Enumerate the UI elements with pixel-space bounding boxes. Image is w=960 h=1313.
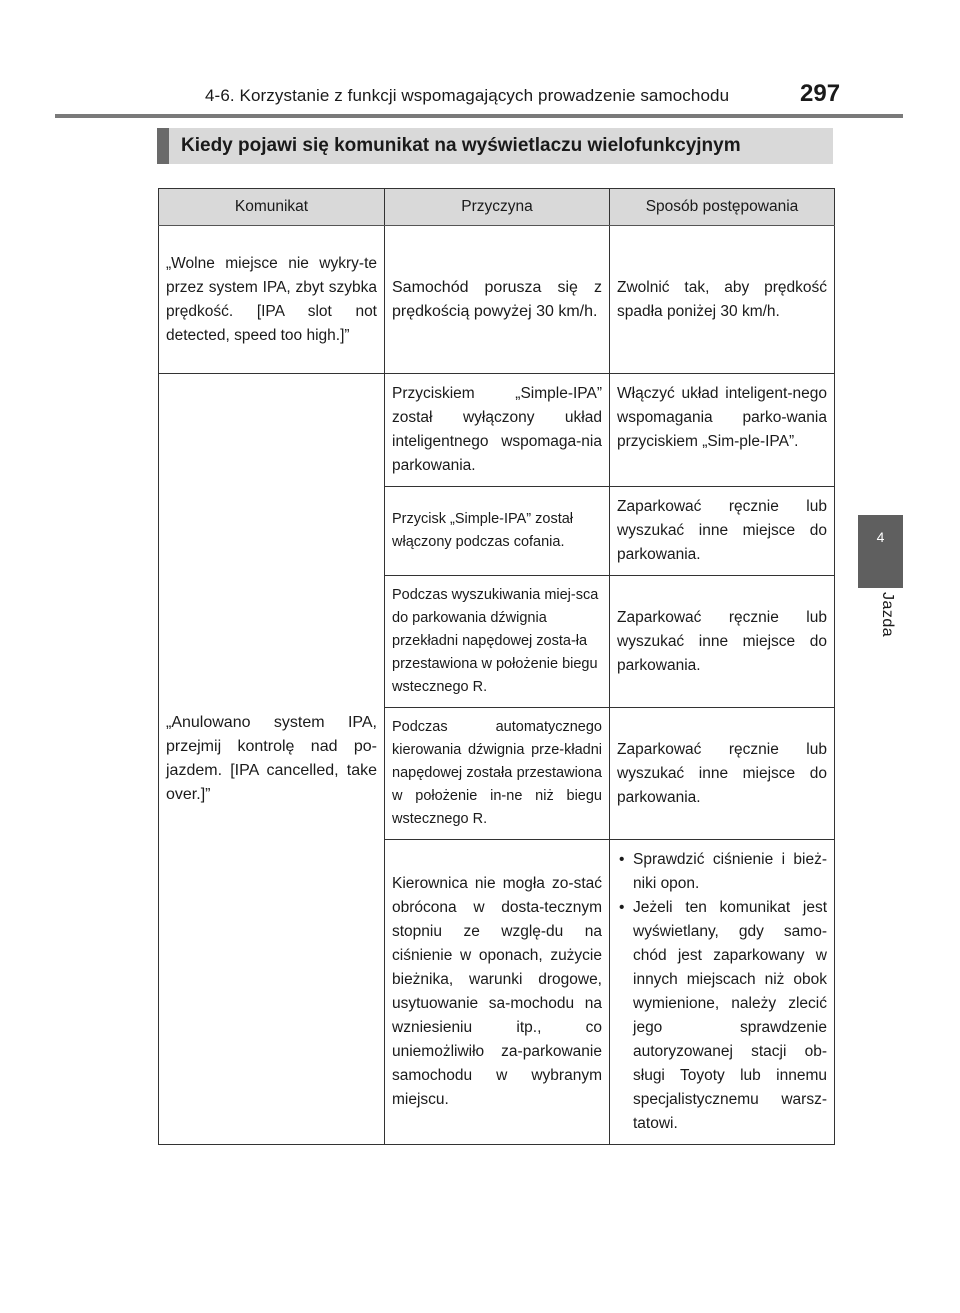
action-cell: Zaparkować ręcznie lub wyszukać inne miejsce do parkowania. xyxy=(610,576,835,708)
list-item: • Sprawdzić ciśnienie i bież-niki opon. xyxy=(617,848,827,896)
header-divider xyxy=(55,114,903,118)
message-cell: „Wolne miejsce nie wykry-te przez system IPA, zbyt szybka prędkość. [IPA slot not detected, speed too high.]” xyxy=(159,226,385,374)
chapter-title: 4-6. Korzystanie z funkcji wspomagających prowadzenie samochodu xyxy=(205,86,730,105)
page-header xyxy=(0,0,960,110)
chapter-tab xyxy=(858,515,903,588)
messages-table xyxy=(158,188,835,1145)
cause-cell: Podczas automatycznego kierowania dźwignia prze-kładni napędowej została przestawiona w położenie in-ne niż biegu wstecznego R. xyxy=(385,708,610,840)
cause-cell: Przyciskiem „Simple-IPA” został wyłączony układ inteligentnego wspomaga-nia parkowania. xyxy=(385,374,610,487)
action-cell: Zaparkować ręcznie lub wyszukać inne miejsce do parkowania. xyxy=(610,487,835,576)
list-item: • Jeżeli ten komunikat jest wyświetlany, gdy samo-chód jest zaparkowany w innych miejscach niż obok wymienione, należy zlecić jego sprawdzenie autoryzowanej stacji ob-sługi Toyoty lub innemu specjalistycznemu warsz-tatowi. xyxy=(617,896,827,1136)
chapter-tab-number: 4 xyxy=(876,529,885,545)
action-cell: Zaparkować ręcznie lub wyszukać inne miejsce do parkowania. xyxy=(610,708,835,840)
action-cell: Zwolnić tak, aby prędkość spadła poniżej 30 km/h. xyxy=(610,226,835,374)
cause-cell: Przycisk „Simple-IPA” został włączony podczas cofania. xyxy=(385,487,610,576)
table-header-row xyxy=(159,189,835,226)
message-cell: „Anulowano system IPA, przejmij kontrolę nad po-jazdem. [IPA cancelled, take over.]” xyxy=(159,374,385,1145)
section-title: Kiedy pojawi się komunikat na wyświetlaczu wielofunkcyjnym xyxy=(157,128,833,164)
cause-cell: Podczas wyszukiwania miej-sca do parkowania dźwignia przekładni napędowej zosta-ła przestawiona w położenie biegu wstecznego R. xyxy=(385,576,610,708)
action-cell xyxy=(610,840,835,1145)
page-number: 297 xyxy=(800,80,841,107)
chapter-tab-label: Jazda xyxy=(879,592,896,638)
column-header-cause: Przyczyna xyxy=(385,189,610,226)
column-header-message: Komunikat xyxy=(159,189,385,226)
cause-cell: Samochód porusza się z prędkością powyżej 30 km/h. xyxy=(385,226,610,374)
column-header-action: Sposób postępowania xyxy=(610,189,835,226)
action-cell: Włączyć układ inteligent-nego wspomagania parko-wania przyciskiem „Sim-ple-IPA”. xyxy=(610,374,835,487)
table-row xyxy=(159,374,835,487)
action-bullet-list xyxy=(617,848,827,1136)
cause-cell: Kierownica nie mogła zo-stać obrócona w dosta-tecznym stopniu ze wzglę-du na ciśnienie w oponach, zużycie bieżnika, warunki drogowe, usytuowanie sa-mochodu na wzniesieniu itp., co uniemożliwiło za-parkowanie samochodu w wybranym miejscu. xyxy=(385,840,610,1145)
table-row xyxy=(159,226,835,374)
